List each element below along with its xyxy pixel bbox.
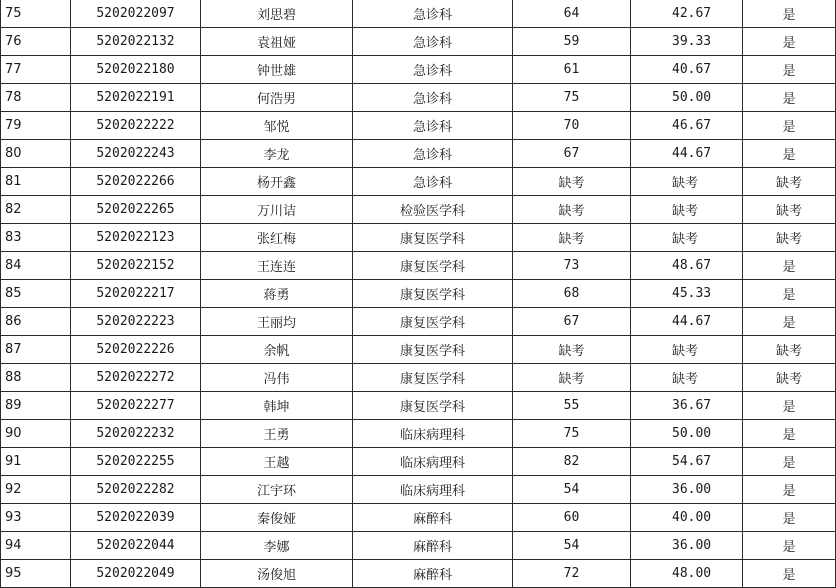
table-row bbox=[1, 420, 836, 448]
cell-qualified: 是 bbox=[743, 392, 836, 420]
cell-seq: 84 bbox=[1, 252, 71, 280]
cell-qualified: 是 bbox=[743, 532, 836, 560]
cell-exam-id: 5202022191 bbox=[71, 84, 201, 112]
cell-weighted-score: 45.33 bbox=[631, 280, 743, 308]
table-row bbox=[1, 448, 836, 476]
cell-exam-id: 5202022265 bbox=[71, 196, 201, 224]
cell-seq: 91 bbox=[1, 448, 71, 476]
table-body bbox=[1, 0, 836, 588]
cell-score: 67 bbox=[513, 308, 631, 336]
cell-score: 75 bbox=[513, 84, 631, 112]
cell-name: 万川诘 bbox=[201, 196, 353, 224]
cell-seq: 89 bbox=[1, 392, 71, 420]
cell-exam-id: 5202022222 bbox=[71, 112, 201, 140]
cell-department: 急诊科 bbox=[353, 140, 513, 168]
cell-seq: 95 bbox=[1, 560, 71, 588]
cell-qualified: 是 bbox=[743, 280, 836, 308]
cell-department: 临床病理科 bbox=[353, 448, 513, 476]
table-row bbox=[1, 28, 836, 56]
cell-name: 汤俊旭 bbox=[201, 560, 353, 588]
cell-seq: 75 bbox=[1, 0, 71, 28]
cell-exam-id: 5202022180 bbox=[71, 56, 201, 84]
cell-exam-id: 5202022243 bbox=[71, 140, 201, 168]
cell-department: 急诊科 bbox=[353, 28, 513, 56]
cell-score: 75 bbox=[513, 420, 631, 448]
cell-weighted-score: 缺考 bbox=[631, 168, 743, 196]
cell-name: 何浩男 bbox=[201, 84, 353, 112]
cell-department: 临床病理科 bbox=[353, 420, 513, 448]
cell-seq: 85 bbox=[1, 280, 71, 308]
cell-qualified: 是 bbox=[743, 112, 836, 140]
cell-department: 急诊科 bbox=[353, 112, 513, 140]
cell-seq: 90 bbox=[1, 420, 71, 448]
cell-weighted-score: 46.67 bbox=[631, 112, 743, 140]
table-row bbox=[1, 308, 836, 336]
cell-name: 李娜 bbox=[201, 532, 353, 560]
cell-score: 82 bbox=[513, 448, 631, 476]
cell-score: 缺考 bbox=[513, 336, 631, 364]
cell-qualified: 是 bbox=[743, 84, 836, 112]
cell-qualified: 缺考 bbox=[743, 168, 836, 196]
cell-department: 急诊科 bbox=[353, 56, 513, 84]
cell-name: 王越 bbox=[201, 448, 353, 476]
cell-department: 康复医学科 bbox=[353, 308, 513, 336]
table-row bbox=[1, 504, 836, 532]
cell-exam-id: 5202022097 bbox=[71, 0, 201, 28]
table-row bbox=[1, 392, 836, 420]
cell-weighted-score: 36.00 bbox=[631, 476, 743, 504]
cell-score: 缺考 bbox=[513, 168, 631, 196]
cell-seq: 83 bbox=[1, 224, 71, 252]
cell-department: 康复医学科 bbox=[353, 336, 513, 364]
cell-exam-id: 5202022223 bbox=[71, 308, 201, 336]
cell-exam-id: 5202022049 bbox=[71, 560, 201, 588]
cell-weighted-score: 40.67 bbox=[631, 56, 743, 84]
cell-weighted-score: 50.00 bbox=[631, 420, 743, 448]
table-row bbox=[1, 140, 836, 168]
cell-exam-id: 5202022217 bbox=[71, 280, 201, 308]
cell-exam-id: 5202022039 bbox=[71, 504, 201, 532]
cell-name: 韩坤 bbox=[201, 392, 353, 420]
cell-seq: 86 bbox=[1, 308, 71, 336]
table-row bbox=[1, 364, 836, 392]
cell-name: 江宇环 bbox=[201, 476, 353, 504]
cell-score: 59 bbox=[513, 28, 631, 56]
cell-name: 蒋勇 bbox=[201, 280, 353, 308]
cell-qualified: 是 bbox=[743, 308, 836, 336]
cell-score: 68 bbox=[513, 280, 631, 308]
cell-qualified: 缺考 bbox=[743, 364, 836, 392]
cell-qualified: 缺考 bbox=[743, 196, 836, 224]
cell-name: 刘思碧 bbox=[201, 0, 353, 28]
cell-qualified: 是 bbox=[743, 504, 836, 532]
cell-weighted-score: 40.00 bbox=[631, 504, 743, 532]
cell-weighted-score: 缺考 bbox=[631, 224, 743, 252]
cell-seq: 82 bbox=[1, 196, 71, 224]
cell-exam-id: 5202022277 bbox=[71, 392, 201, 420]
cell-department: 麻醉科 bbox=[353, 560, 513, 588]
cell-qualified: 缺考 bbox=[743, 336, 836, 364]
cell-department: 急诊科 bbox=[353, 0, 513, 28]
table-row bbox=[1, 280, 836, 308]
cell-department: 康复医学科 bbox=[353, 252, 513, 280]
cell-score: 60 bbox=[513, 504, 631, 532]
cell-exam-id: 5202022255 bbox=[71, 448, 201, 476]
cell-exam-id: 5202022152 bbox=[71, 252, 201, 280]
cell-exam-id: 5202022266 bbox=[71, 168, 201, 196]
cell-department: 急诊科 bbox=[353, 84, 513, 112]
cell-score: 70 bbox=[513, 112, 631, 140]
cell-department: 麻醉科 bbox=[353, 532, 513, 560]
cell-qualified: 是 bbox=[743, 420, 836, 448]
table-row bbox=[1, 336, 836, 364]
cell-department: 康复医学科 bbox=[353, 364, 513, 392]
cell-seq: 92 bbox=[1, 476, 71, 504]
cell-seq: 94 bbox=[1, 532, 71, 560]
table-row bbox=[1, 532, 836, 560]
table-row bbox=[1, 196, 836, 224]
cell-seq: 88 bbox=[1, 364, 71, 392]
cell-name: 余帆 bbox=[201, 336, 353, 364]
table-row bbox=[1, 252, 836, 280]
cell-name: 秦俊娅 bbox=[201, 504, 353, 532]
cell-name: 张红梅 bbox=[201, 224, 353, 252]
table-row bbox=[1, 56, 836, 84]
cell-seq: 76 bbox=[1, 28, 71, 56]
cell-seq: 77 bbox=[1, 56, 71, 84]
cell-seq: 79 bbox=[1, 112, 71, 140]
cell-exam-id: 5202022282 bbox=[71, 476, 201, 504]
cell-weighted-score: 48.00 bbox=[631, 560, 743, 588]
cell-weighted-score: 44.67 bbox=[631, 140, 743, 168]
cell-score: 61 bbox=[513, 56, 631, 84]
cell-qualified: 是 bbox=[743, 28, 836, 56]
table-row bbox=[1, 112, 836, 140]
cell-name: 钟世雄 bbox=[201, 56, 353, 84]
cell-score: 67 bbox=[513, 140, 631, 168]
cell-qualified: 是 bbox=[743, 56, 836, 84]
cell-exam-id: 5202022226 bbox=[71, 336, 201, 364]
cell-name: 王勇 bbox=[201, 420, 353, 448]
cell-score: 缺考 bbox=[513, 224, 631, 252]
cell-qualified: 是 bbox=[743, 140, 836, 168]
table-row bbox=[1, 84, 836, 112]
cell-weighted-score: 缺考 bbox=[631, 364, 743, 392]
cell-qualified: 是 bbox=[743, 0, 836, 28]
cell-score: 54 bbox=[513, 532, 631, 560]
cell-exam-id: 5202022232 bbox=[71, 420, 201, 448]
cell-weighted-score: 42.67 bbox=[631, 0, 743, 28]
cell-department: 检验医学科 bbox=[353, 196, 513, 224]
cell-qualified: 是 bbox=[743, 252, 836, 280]
cell-name: 李龙 bbox=[201, 140, 353, 168]
cell-weighted-score: 48.67 bbox=[631, 252, 743, 280]
cell-exam-id: 5202022272 bbox=[71, 364, 201, 392]
cell-exam-id: 5202022132 bbox=[71, 28, 201, 56]
cell-score: 72 bbox=[513, 560, 631, 588]
cell-score: 54 bbox=[513, 476, 631, 504]
cell-weighted-score: 36.00 bbox=[631, 532, 743, 560]
cell-weighted-score: 39.33 bbox=[631, 28, 743, 56]
cell-department: 康复医学科 bbox=[353, 224, 513, 252]
cell-score: 73 bbox=[513, 252, 631, 280]
table-row bbox=[1, 560, 836, 588]
table-row bbox=[1, 476, 836, 504]
cell-qualified: 是 bbox=[743, 560, 836, 588]
cell-department: 麻醉科 bbox=[353, 504, 513, 532]
cell-seq: 80 bbox=[1, 140, 71, 168]
cell-name: 王连连 bbox=[201, 252, 353, 280]
cell-score: 缺考 bbox=[513, 364, 631, 392]
cell-name: 杨开鑫 bbox=[201, 168, 353, 196]
cell-department: 康复医学科 bbox=[353, 392, 513, 420]
cell-weighted-score: 54.67 bbox=[631, 448, 743, 476]
cell-weighted-score: 缺考 bbox=[631, 336, 743, 364]
cell-weighted-score: 44.67 bbox=[631, 308, 743, 336]
cell-name: 邹悦 bbox=[201, 112, 353, 140]
table-row bbox=[1, 224, 836, 252]
cell-qualified: 是 bbox=[743, 448, 836, 476]
cell-name: 王丽均 bbox=[201, 308, 353, 336]
table-row bbox=[1, 168, 836, 196]
cell-department: 康复医学科 bbox=[353, 280, 513, 308]
cell-score: 55 bbox=[513, 392, 631, 420]
cell-seq: 87 bbox=[1, 336, 71, 364]
cell-weighted-score: 50.00 bbox=[631, 84, 743, 112]
cell-name: 袁祖娅 bbox=[201, 28, 353, 56]
cell-exam-id: 5202022123 bbox=[71, 224, 201, 252]
cell-department: 临床病理科 bbox=[353, 476, 513, 504]
cell-weighted-score: 缺考 bbox=[631, 196, 743, 224]
cell-seq: 93 bbox=[1, 504, 71, 532]
cell-score: 缺考 bbox=[513, 196, 631, 224]
cell-score: 64 bbox=[513, 0, 631, 28]
cell-name: 冯伟 bbox=[201, 364, 353, 392]
cell-seq: 78 bbox=[1, 84, 71, 112]
cell-exam-id: 5202022044 bbox=[71, 532, 201, 560]
cell-weighted-score: 36.67 bbox=[631, 392, 743, 420]
cell-qualified: 是 bbox=[743, 476, 836, 504]
cell-qualified: 缺考 bbox=[743, 224, 836, 252]
table-row bbox=[1, 0, 836, 28]
cell-department: 急诊科 bbox=[353, 168, 513, 196]
cell-seq: 81 bbox=[1, 168, 71, 196]
